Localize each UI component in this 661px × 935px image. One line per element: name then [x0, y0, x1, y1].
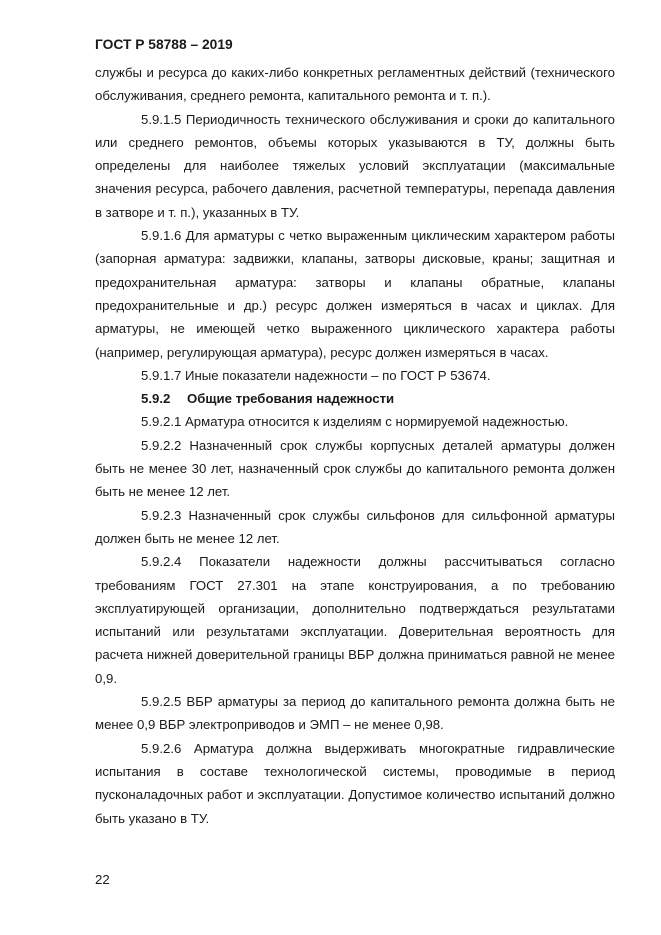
document-body	[95, 61, 615, 830]
clause-5-9-1-7: 5.9.1.7 Иные показатели надежности – по ГОСТ Р 53674.	[141, 367, 491, 383]
clause-5-9-2-3: 5.9.2.3 Назначенный срок службы сильфонов для сильфонной арматуры должен быть не менее 12 лет.	[95, 507, 615, 546]
clause-5-9-1-5: 5.9.1.5 Периодичность технического обслуживания и сроки до капитального или среднего ремонтов, объемы которых указываются в ТУ, должны быть определены для наиболее тяжелых условий эксплуатации (максимальные значения ресурса, рабочего давления, расчетной температуры, перепада давления в затворе и т. п.), указанных в ТУ.	[95, 111, 615, 220]
section-number: 5.9.2	[141, 391, 171, 407]
clause-5-9-1-6: 5.9.1.6 Для арматуры с четко выраженным циклическим характером работы (запорная арматура: задвижки, клапаны, затворы дисковые, краны; защитная и предохранительная арматура: затворы и клапаны обратные, клапаны предохранительные и др.) ресурс должен измеряться в часах и циклах. Для арматуры, не имеющей четко выраженного циклического характера работы (например, регулирующая арматура), ресурс должен измеряться в часах.	[95, 228, 615, 360]
section-title: Общие требования надежности	[187, 391, 395, 407]
document-header: ГОСТ Р 58788 – 2019	[95, 37, 233, 52]
clause-5-9-2-4: 5.9.2.4 Показатели надежности должны рассчитываться согласно требованиям ГОСТ 27.301 на этапе конструирования, а по требованию эксплуатирующей организации, дополнительно подтверждаться результатами испытаний или результатами эксплуатации. Доверительная вероятность для расчета нижней доверительной границы ВБР должна приниматься равной не менее 0,9.	[95, 554, 615, 686]
section-heading-5-9-2	[95, 387, 615, 410]
paragraph-continuation: службы и ресурса до каких-либо конкретных регламентных действий (технического обслуживания, среднего ремонта, капитального ремонта и т. п.).	[95, 65, 615, 104]
page-number: 22	[95, 872, 110, 887]
clause-5-9-2-5: 5.9.2.5 ВБР арматуры за период до капитального ремонта должна быть не менее 0,9 ВБР электроприводов и ЭМП – не менее 0,98.	[95, 694, 615, 733]
clause-5-9-2-2: 5.9.2.2 Назначенный срок службы корпусных деталей арматуры должен быть не менее 30 лет, назначенный срок службы до капитального ремонта должен быть не менее 12 лет.	[95, 437, 615, 500]
clause-5-9-2-1: 5.9.2.1 Арматура относится к изделиям с нормируемой надежностью.	[141, 414, 569, 430]
clause-5-9-2-6: 5.9.2.6 Арматура должна выдерживать многократные гидравлические испытания в составе технологической системы, проводимые в период пусконаладочных работ и эксплуатации. Допустимое количество испытаний должно быть указано в ТУ.	[95, 740, 615, 826]
